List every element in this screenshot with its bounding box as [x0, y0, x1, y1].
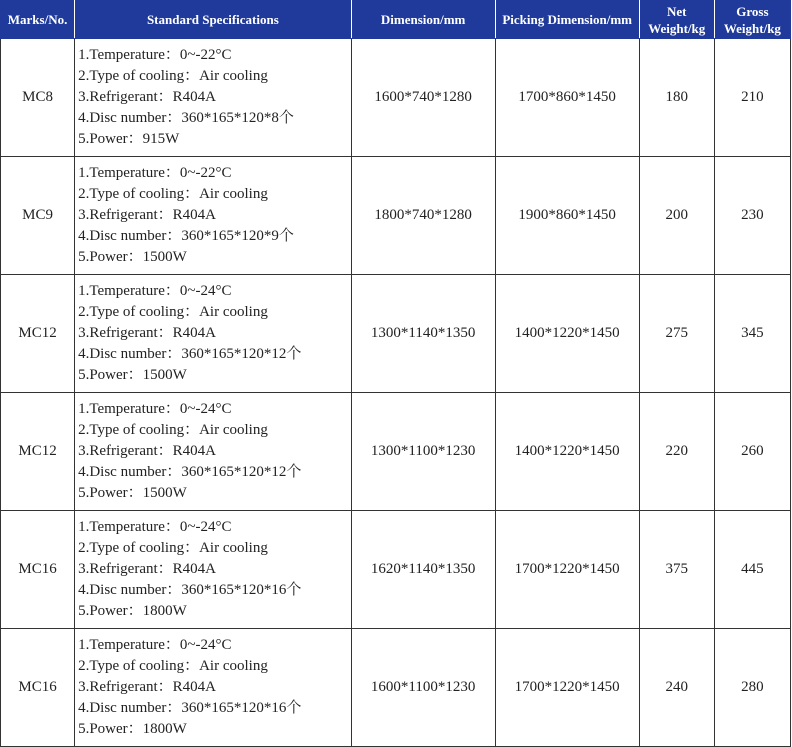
spec-line: 4.Disc number：360*165*120*9个 — [78, 228, 294, 244]
gross-weight-cell: 345 — [714, 275, 790, 393]
spec-line: 5.Power：1500W — [78, 367, 187, 383]
dimension-cell: 1600*1100*1230 — [351, 629, 495, 747]
net-weight-cell: 180 — [639, 39, 714, 157]
spec-line: 3.Refrigerant：R404A — [78, 89, 216, 105]
header-row — [1, 1, 791, 39]
spec-line: 3.Refrigerant：R404A — [78, 443, 216, 459]
spec-line: 5.Power：915W — [78, 131, 180, 147]
spec-line: 3.Refrigerant：R404A — [78, 679, 216, 695]
mark-cell: MC9 — [1, 157, 75, 275]
spec-line: 4.Disc number：360*165*120*16个 — [78, 700, 302, 716]
spec-line: 5.Power：1500W — [78, 249, 187, 265]
dimension-cell: 1300*1100*1230 — [351, 393, 495, 511]
header-net-weight: Net Weight/kg — [639, 1, 714, 39]
mark-cell: MC12 — [1, 393, 75, 511]
specs-cell — [75, 275, 352, 393]
spec-line: 4.Disc number：360*165*120*8个 — [78, 110, 294, 126]
picking-dimension-cell: 1400*1220*1450 — [495, 393, 639, 511]
net-weight-cell: 275 — [639, 275, 714, 393]
table-row — [1, 157, 791, 275]
spec-line: 2.Type of cooling：Air cooling — [78, 186, 268, 202]
specs-cell — [75, 393, 352, 511]
gross-weight-cell: 280 — [714, 629, 790, 747]
spec-line: 5.Power：1800W — [78, 603, 187, 619]
spec-line: 1.Temperature：0~-22°C — [78, 165, 232, 181]
spec-line: 1.Temperature：0~-24°C — [78, 283, 232, 299]
picking-dimension-cell: 1700*1220*1450 — [495, 629, 639, 747]
spec-line: 2.Type of cooling：Air cooling — [78, 540, 268, 556]
spec-line: 4.Disc number：360*165*120*12个 — [78, 346, 302, 362]
spec-line: 4.Disc number：360*165*120*16个 — [78, 582, 302, 598]
table-row — [1, 393, 791, 511]
net-weight-cell: 220 — [639, 393, 714, 511]
spec-line: 1.Temperature：0~-24°C — [78, 401, 232, 417]
spec-line: 2.Type of cooling：Air cooling — [78, 304, 268, 320]
picking-dimension-cell: 1900*860*1450 — [495, 157, 639, 275]
dimension-cell: 1600*740*1280 — [351, 39, 495, 157]
header-dimension: Dimension/mm — [351, 1, 495, 39]
table-row — [1, 629, 791, 747]
spec-line: 4.Disc number：360*165*120*12个 — [78, 464, 302, 480]
mark-cell: MC16 — [1, 629, 75, 747]
spec-line: 2.Type of cooling：Air cooling — [78, 422, 268, 438]
mark-cell: MC12 — [1, 275, 75, 393]
picking-dimension-cell: 1700*860*1450 — [495, 39, 639, 157]
spec-line: 3.Refrigerant：R404A — [78, 325, 216, 341]
picking-dimension-cell: 1700*1220*1450 — [495, 511, 639, 629]
table-body — [1, 39, 791, 747]
spec-line: 1.Temperature：0~-22°C — [78, 47, 232, 63]
spec-line: 1.Temperature：0~-24°C — [78, 637, 232, 653]
header-picking: Picking Dimension/mm — [495, 1, 639, 39]
spec-line: 3.Refrigerant：R404A — [78, 561, 216, 577]
spec-line: 3.Refrigerant：R404A — [78, 207, 216, 223]
dimension-cell: 1300*1140*1350 — [351, 275, 495, 393]
gross-weight-cell: 230 — [714, 157, 790, 275]
spec-line: 5.Power：1800W — [78, 721, 187, 737]
header-mark: Marks/No. — [1, 1, 75, 39]
gross-weight-cell: 260 — [714, 393, 790, 511]
net-weight-cell: 240 — [639, 629, 714, 747]
dimension-cell: 1800*740*1280 — [351, 157, 495, 275]
mark-cell: MC16 — [1, 511, 75, 629]
gross-weight-cell: 445 — [714, 511, 790, 629]
gross-weight-cell: 210 — [714, 39, 790, 157]
net-weight-cell: 375 — [639, 511, 714, 629]
specs-cell — [75, 511, 352, 629]
spec-line: 2.Type of cooling：Air cooling — [78, 68, 268, 84]
specs-cell — [75, 39, 352, 157]
header-gross-weight: Gross Weight/kg — [714, 1, 790, 39]
table-row — [1, 511, 791, 629]
spec-line: 1.Temperature：0~-24°C — [78, 519, 232, 535]
net-weight-cell: 200 — [639, 157, 714, 275]
mark-cell: MC8 — [1, 39, 75, 157]
specs-cell — [75, 629, 352, 747]
dimension-cell: 1620*1140*1350 — [351, 511, 495, 629]
specs-cell — [75, 157, 352, 275]
spec-line: 2.Type of cooling：Air cooling — [78, 658, 268, 674]
table-row — [1, 39, 791, 157]
spec-line: 5.Power：1500W — [78, 485, 187, 501]
table-header — [1, 1, 791, 39]
table-row — [1, 275, 791, 393]
picking-dimension-cell: 1400*1220*1450 — [495, 275, 639, 393]
header-spec: Standard Specifications — [75, 1, 352, 39]
